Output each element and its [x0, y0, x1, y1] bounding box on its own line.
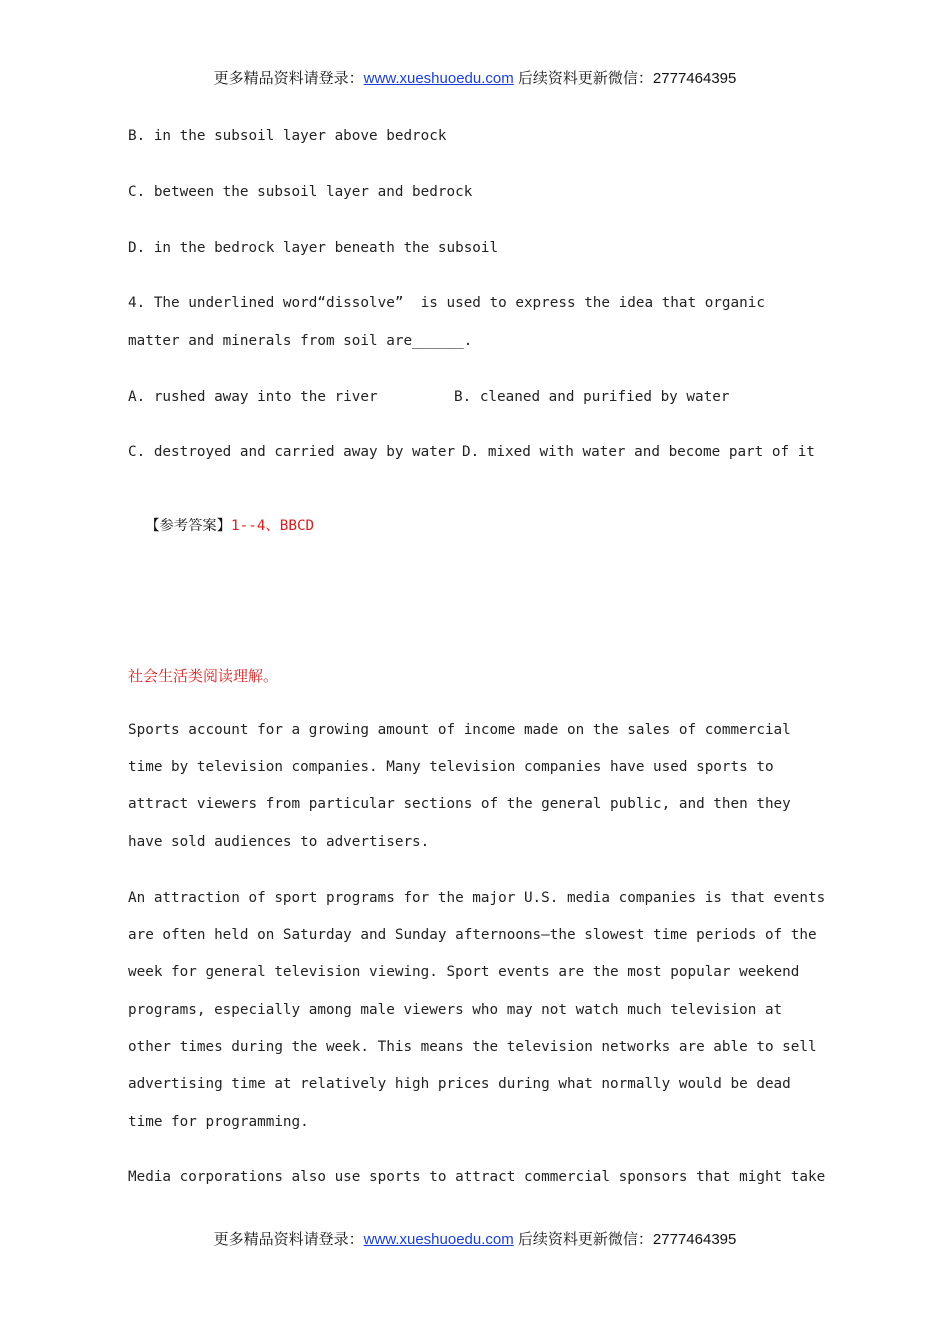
page-header: [0, 67, 950, 88]
passage-p2-line7: time for programming.: [128, 1114, 309, 1130]
passage-p3-line1: Media corporations also use sports to attract commercial sponsors that might take: [128, 1169, 826, 1185]
q3-option-b: B. in the subsoil layer above bedrock: [128, 128, 447, 144]
footer-suffix: 后续资料更新微信：2777464395: [513, 1231, 737, 1248]
q3-option-d: D. in the bedrock layer beneath the subsoil: [128, 240, 499, 256]
passage-p2-line1: An attraction of sport programs for the major U.S. media companies is that events: [128, 890, 826, 906]
q4-option-d: D. mixed with water and become part of it: [462, 444, 815, 460]
q4-option-c: C. destroyed and carried away by water: [128, 444, 456, 460]
header-link[interactable]: www.xueshuoedu.com: [363, 70, 514, 87]
section-title: 社会生活类阅读理解。: [128, 667, 279, 685]
q4-option-a: A. rushed away into the river: [128, 389, 378, 405]
footer-link[interactable]: www.xueshuoedu.com: [363, 1231, 514, 1248]
passage-p2-line2: are often held on Saturday and Sunday afternoons—the slowest time periods of the: [128, 927, 817, 943]
page-footer: [0, 1228, 950, 1249]
passage-p1-line2: time by television companies. Many television companies have used sports to: [128, 759, 774, 775]
passage-p2-line5: other times during the week. This means the television networks are able to sell: [128, 1039, 817, 1055]
answer-line: [128, 499, 314, 535]
q4-option-b: B. cleaned and purified by water: [454, 389, 730, 405]
passage-p1-line1: Sports account for a growing amount of income made on the sales of commercial: [128, 722, 791, 738]
q3-option-c: C. between the subsoil layer and bedrock: [128, 184, 473, 200]
passage-p2-line3: week for general television viewing. Sport events are the most popular weekend: [128, 964, 800, 980]
header-suffix: 后续资料更新微信：2777464395: [513, 70, 737, 87]
q4-stem-line1: 4. The underlined word“dissolve” is used to express the idea that organic: [128, 295, 765, 311]
q4-stem-line2: matter and minerals from soil are______.: [128, 333, 473, 349]
passage-p2-line4: programs, especially among male viewers who may not watch much television at: [128, 1002, 783, 1018]
footer-prefix: 更多精品资料请登录：: [213, 1231, 364, 1248]
answer-label: 【参考答案】: [145, 518, 231, 534]
header-prefix: 更多精品资料请登录：: [213, 70, 364, 87]
passage-p2-line6: advertising time at relatively high prices during what normally would be dead: [128, 1076, 791, 1092]
answer-value: 1--4、BBCD: [231, 518, 315, 534]
passage-p1-line3: attract viewers from particular sections of the general public, and then they: [128, 796, 791, 812]
passage-p1-line4: have sold audiences to advertisers.: [128, 834, 430, 850]
